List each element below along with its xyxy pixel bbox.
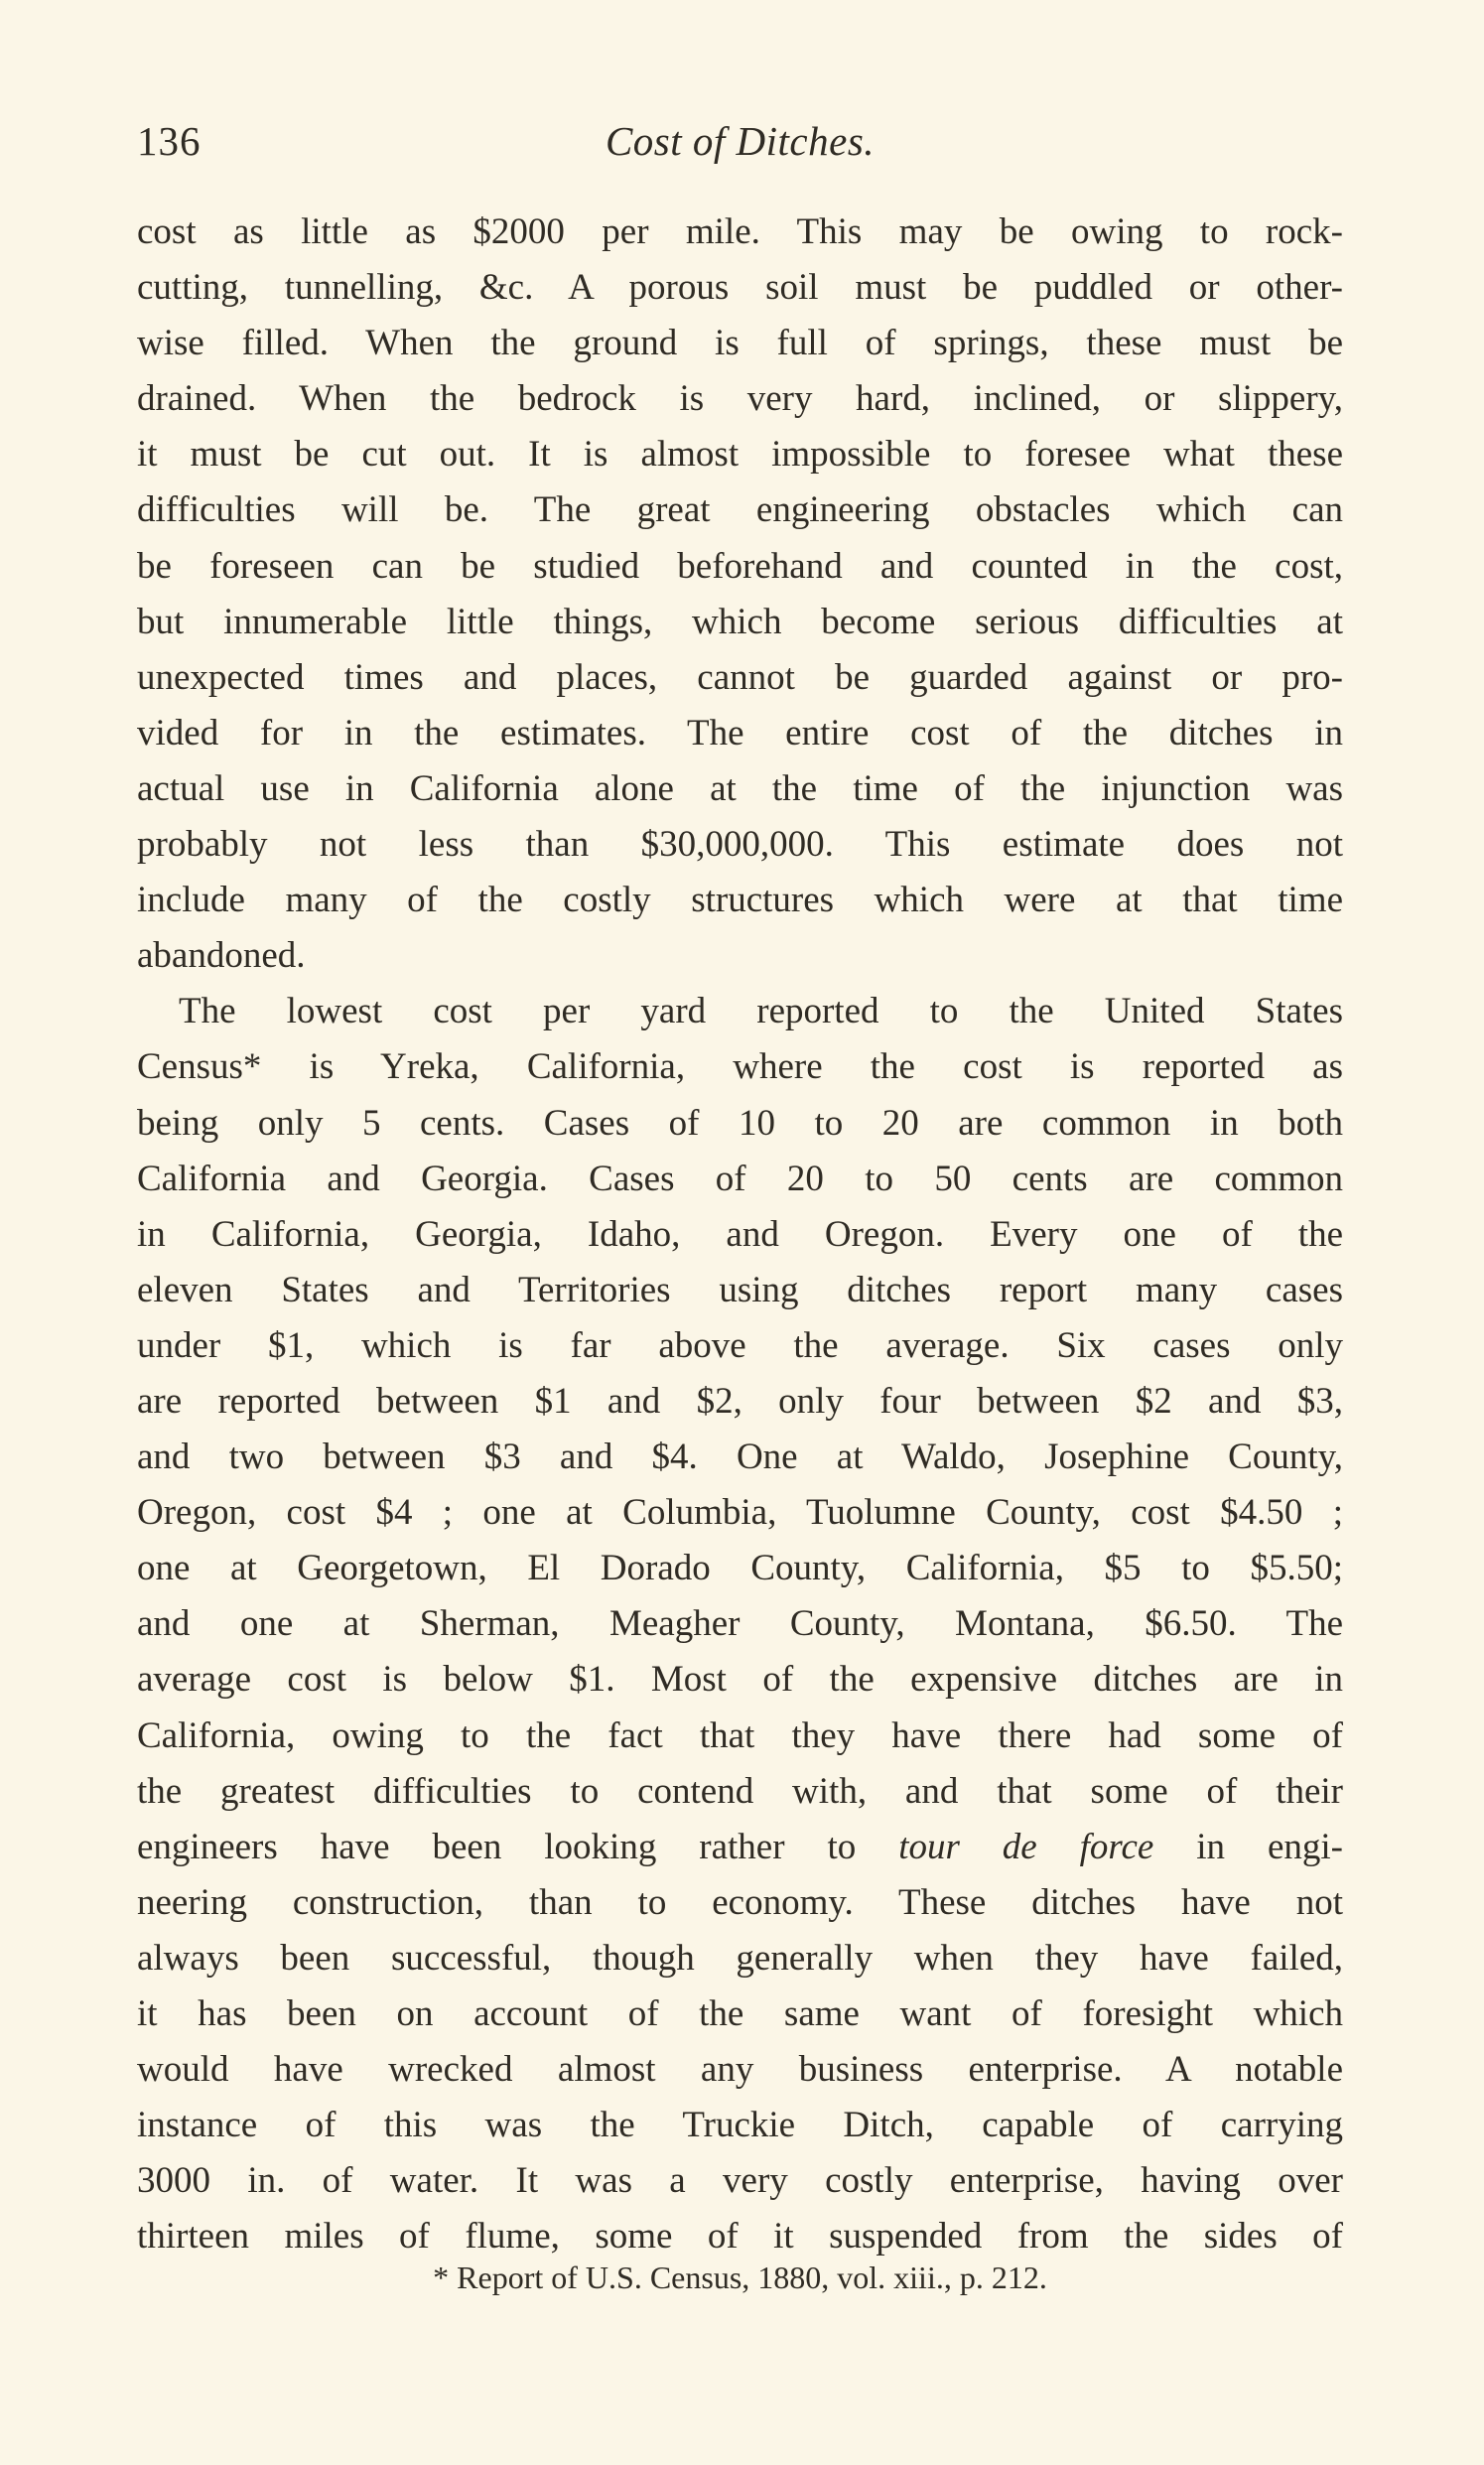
text-line: include many of the costly structures which were at that time — [137, 880, 1343, 921]
text-line: being only 5 cents. Cases of 10 to 20 are common in both — [137, 1102, 1343, 1144]
text-line: 3000 in. of water. It was a very costly enterprise, having over — [137, 2160, 1343, 2202]
text-line: drained. When the bedrock is very hard, inclined, or slippery, — [137, 378, 1343, 420]
line-lead: engineers have been looking rather to — [137, 1826, 857, 1867]
text-line: it must be cut out. It is almost impossible to foresee what these — [137, 434, 1343, 476]
paragraph-end-line: abandoned. — [137, 935, 306, 977]
italic-phrase: tour de force — [898, 1826, 1154, 1867]
running-head — [137, 111, 1343, 171]
text-line: cutting, tunnelling, &c. A porous soil must be puddled or other- — [137, 267, 1343, 309]
text-line: eleven States and Territories using ditches report many cases — [137, 1269, 1343, 1310]
text-line: California and Georgia. Cases of 20 to 50 cents are common — [137, 1158, 1343, 1199]
text-line: probably not less than $30,000,000. This estimate does not — [137, 824, 1343, 866]
text-line: and two between $3 and $4. One at Waldo, Josephine County, — [137, 1437, 1343, 1478]
text-line: actual use in California alone at the time of the injunction was — [137, 767, 1343, 809]
text-line: average cost is below $1. Most of the expensive ditches are in — [137, 1659, 1343, 1701]
text-line: but innumerable little things, which become serious difficulties at — [137, 601, 1343, 642]
text-line: difficulties will be. The great engineering obstacles which can — [137, 489, 1343, 531]
paragraph-start-line: The lowest cost per yard reported to the United States — [179, 991, 1343, 1032]
text-line: one at Georgetown, El Dorado County, California, $5 to $5.50; — [137, 1548, 1343, 1589]
running-title: Cost of Ditches. — [605, 118, 876, 164]
line-tail: in engi- — [1196, 1826, 1343, 1867]
text-line: are reported between $1 and $2, only four between $2 and $3, — [137, 1380, 1343, 1422]
text-line-with-italic — [137, 1820, 1343, 1875]
text-line: unexpected times and places, cannot be guarded against or pro- — [137, 656, 1343, 698]
text-line: wise filled. When the ground is full of springs, these must be — [137, 323, 1343, 364]
text-line: and one at Sherman, Meagher County, Montana, $6.50. The — [137, 1603, 1343, 1645]
text-line: in California, Georgia, Idaho, and Oregon. Every one of the — [137, 1213, 1343, 1255]
text-line: the greatest difficulties to contend with, and that some of their — [137, 1770, 1343, 1812]
text-line: it has been on account of the same want of foresight which — [137, 1993, 1343, 2034]
text-line: California, owing to the fact that they have there had some of — [137, 1714, 1343, 1756]
text-line: under $1, which is far above the average. Six cases only — [137, 1324, 1343, 1366]
text-line: neering construction, than to economy. These ditches have not — [137, 1881, 1343, 1923]
text-line: be foreseen can be studied beforehand and counted in the cost, — [137, 545, 1343, 587]
body-text — [137, 205, 1343, 2264]
text-line: would have wrecked almost any business enterprise. A notable — [137, 2049, 1343, 2091]
text-line: Census* is Yreka, California, where the cost is reported as — [137, 1046, 1343, 1088]
text-line: vided for in the estimates. The entire cost of the ditches in — [137, 712, 1343, 753]
text-line: instance of this was the Truckie Ditch, capable of carrying — [137, 2105, 1343, 2146]
text-line: cost as little as $2000 per mile. This may be owing to rock- — [137, 211, 1343, 252]
page-number: 136 — [137, 118, 202, 164]
footnote: * Report of U.S. Census, 1880, vol. xiii., p. 212. — [433, 2260, 1047, 2295]
text-line: Oregon, cost $4 ; one at Columbia, Tuolumne County, cost $4.50 ; — [137, 1492, 1343, 1534]
text-line: thirteen miles of flume, some of it suspended from the sides of — [137, 2216, 1343, 2258]
text-line: always been successful, though generally when they have failed, — [137, 1937, 1343, 1979]
